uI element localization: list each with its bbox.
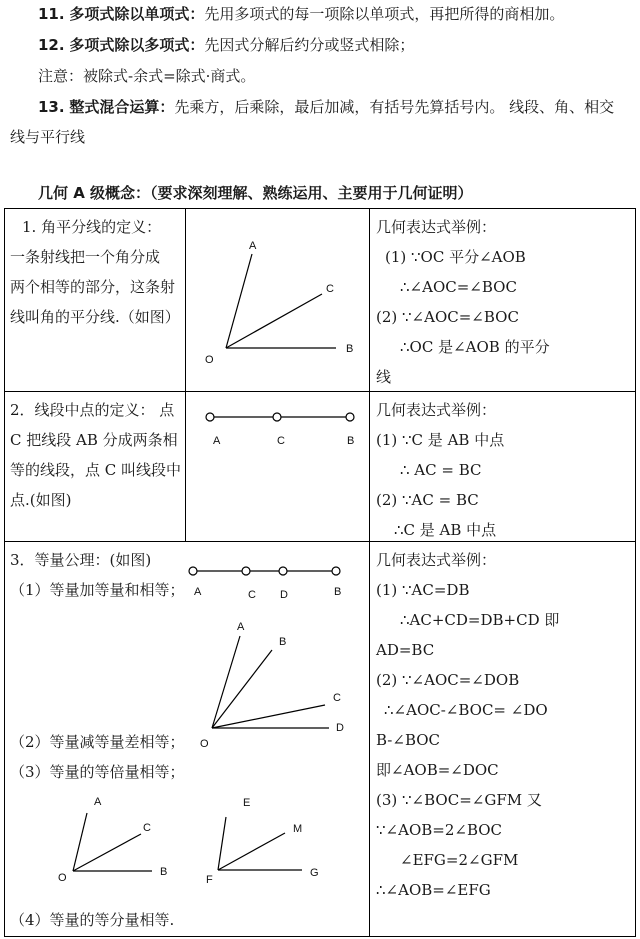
angle-efg <box>206 797 319 886</box>
row1-expr-line: ∴OC 是∠AOB 的平分 <box>400 338 550 356</box>
ray-fm <box>218 833 285 870</box>
row3-expr-line: (3) ∵∠BOC=∠GFM 又 <box>376 791 542 809</box>
row3-def-line: （3）等量的等倍量相等； <box>10 763 185 781</box>
row3-def-line: （2）等量减等量差相等； <box>10 733 185 751</box>
row3-def-line: （1）等量加等量和相等； <box>10 581 185 599</box>
point-a <box>189 567 197 575</box>
note: 注意：被除式-余式=除式·商式。 <box>38 67 256 85</box>
row3-expr-line: AD=BC <box>376 641 435 659</box>
section-title: 几何 A 级概念：（要求深刻理解、熟练运用、主要用于几何证明） <box>38 184 473 202</box>
point-d <box>279 567 287 575</box>
row1-def-line: 线叫角的平分线.（如图） <box>10 308 180 326</box>
label-m: M <box>293 823 303 835</box>
table-border-bottom <box>4 936 636 937</box>
row3-expr-line: ∴∠AOC-∠BOC= ∠DO <box>384 701 548 719</box>
row2-def-line: 等的线段，点 C 叫线段中 <box>10 461 182 479</box>
row1-expr-line: (1) ∵OC 平分∠AOB <box>385 248 526 266</box>
row2-def-line: 点.(如图) <box>10 491 72 509</box>
table-col-divider <box>369 208 370 937</box>
row1-def-line: 两个相等的部分，这条射 <box>10 278 176 296</box>
item-13-cont: 线与平行线 <box>10 128 86 146</box>
label-a: A <box>94 796 102 808</box>
ray-oa <box>212 636 240 728</box>
label-c: C <box>277 435 285 447</box>
label-a: A <box>249 240 257 252</box>
row2-expr-line: (1) ∵C 是 AB 中点 <box>376 431 505 449</box>
row2-expr-line: 几何表达式举例： <box>376 401 497 419</box>
row3-expr-line: ∴AC+CD=DB+CD 即 <box>400 611 560 629</box>
ray-ob <box>212 650 272 728</box>
item-13: 13. 整式混合运算：先乘方，后乘除，最后加减，有括号先算括号内。 线段、角、相交 <box>38 98 615 116</box>
point-c <box>273 413 281 421</box>
row3-expr-line: (2) ∵∠AOC=∠DOB <box>376 671 520 689</box>
label-e: E <box>243 797 251 809</box>
label-c: C <box>326 283 334 295</box>
ray-oa <box>73 813 87 871</box>
label-a: A <box>237 621 245 633</box>
row1-expr-line: 线 <box>376 368 392 386</box>
midpoint-diagram <box>186 392 368 540</box>
ray-oc <box>73 834 141 871</box>
point-c <box>242 567 250 575</box>
label-b: B <box>347 435 355 447</box>
table-border-right <box>635 208 636 937</box>
row3-expr-line: 即∠AOB=∠DOC <box>376 761 499 779</box>
row1-def-line: 一条射线把一个角分成 <box>10 248 161 266</box>
row2-expr-line: ∴ AC = BC <box>400 461 482 479</box>
row3-def-line: 3．等量公理：(如图) <box>10 551 152 569</box>
label-b: B <box>334 586 342 598</box>
row1-def-line: 1. 角平分线的定义： <box>22 218 162 236</box>
row1-expr-line: (2) ∵∠AOC=∠BOC <box>376 308 519 326</box>
row2-def-line: 2．线段中点的定义： 点 <box>10 401 175 419</box>
label-b: B <box>279 636 287 648</box>
label-c: C <box>333 692 341 704</box>
equality-diagrams <box>0 542 368 934</box>
label-f: F <box>206 874 213 886</box>
label-a: A <box>194 586 202 598</box>
ray-fe <box>218 817 226 870</box>
ray-oa <box>226 254 252 348</box>
row3-expr-line: ∴∠AOB=∠EFG <box>376 881 491 899</box>
row3-expr-line: (1) ∵AC=DB <box>376 581 470 599</box>
ray-oc <box>212 705 325 728</box>
label-o: O <box>58 872 67 884</box>
row3-expr-line: ∠EFG=2∠GFM <box>400 851 519 869</box>
row1-expr-line: ∴∠AOC=∠BOC <box>400 278 517 296</box>
row3-def-line: （4）等量的等分量相等. <box>10 911 175 929</box>
row3-expr-line: 几何表达式举例： <box>376 551 497 569</box>
point-a <box>206 413 214 421</box>
label-a: A <box>213 435 221 447</box>
point-b <box>332 567 340 575</box>
ray-fan <box>200 621 344 750</box>
item-12: 12. 多项式除以多项式：先因式分解后约分或竖式相除； <box>38 36 415 54</box>
label-b: B <box>346 343 354 355</box>
row3-expr-line: B-∠BOC <box>376 731 441 749</box>
row1-expr-line: 几何表达式举例： <box>376 218 497 236</box>
row2-def-line: C 把线段 AB 分成两条相 <box>10 431 178 449</box>
angle-aob <box>58 796 167 884</box>
label-d: D <box>280 589 288 601</box>
label-d: D <box>336 722 344 734</box>
label-o: O <box>205 354 214 366</box>
label-c: C <box>143 822 151 834</box>
row3-expr-line: ∵∠AOB=2∠BOC <box>376 821 503 839</box>
label-o: O <box>200 738 209 750</box>
segment-acdb <box>189 567 341 601</box>
row2-expr-line: (2) ∵AC = BC <box>376 491 479 509</box>
label-g: G <box>310 867 319 879</box>
ray-oc <box>226 294 322 348</box>
angle-bisector-diagram <box>186 209 368 391</box>
point-b <box>346 413 354 421</box>
row2-expr-line: ∴C 是 AB 中点 <box>394 521 497 539</box>
label-c: C <box>248 589 256 601</box>
item-11: 11. 多项式除以单项式：先用多项式的每一项除以单项式，再把所得的商相加。 <box>38 5 565 23</box>
label-b: B <box>160 866 168 878</box>
